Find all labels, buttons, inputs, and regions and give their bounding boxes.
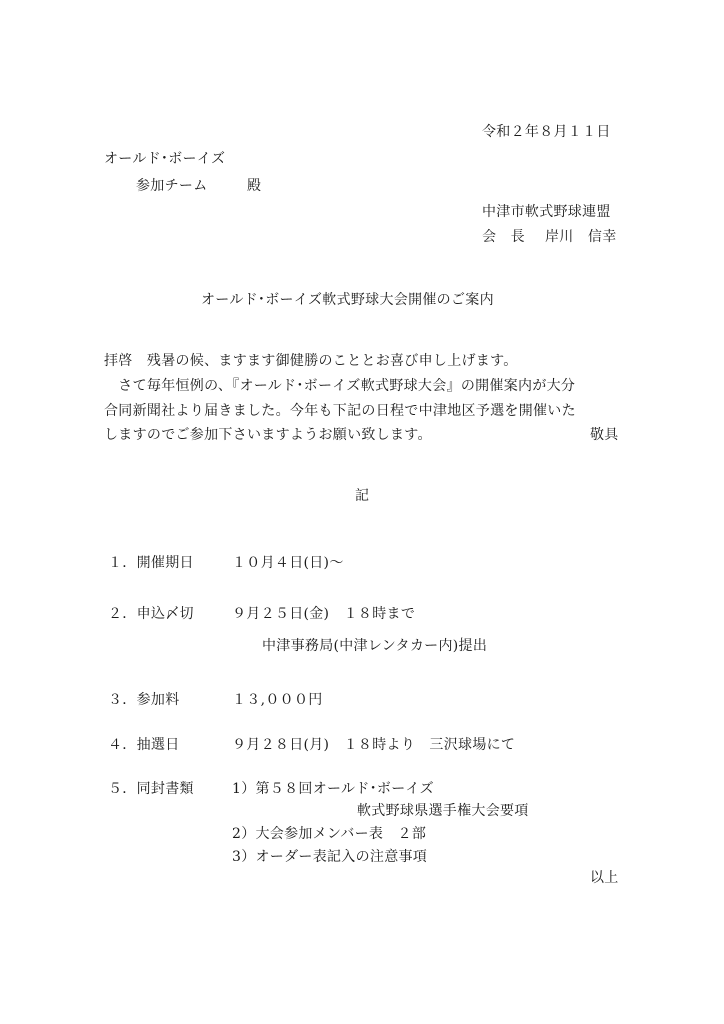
body-line1: 拝啓 残暑の候、ますます御健勝のこととお喜び申し上げます。	[104, 353, 518, 369]
subject-title: オールド･ボーイズ軟式野球大会開催のご案内	[201, 292, 494, 308]
item-4-label: ４．抽選日	[108, 737, 180, 753]
item-2-label: ２．申込〆切	[108, 606, 194, 622]
item-4-value: ９月２８日(月) １８時より 三沢球場にて	[232, 737, 516, 753]
closing-keigu: 敬具	[590, 427, 619, 443]
recipient-line2: 参加チーム	[136, 178, 208, 194]
body-line4: しますのでご参加下さいますようお願い致します。	[104, 427, 432, 443]
item-3-label: ３．参加料	[108, 692, 180, 708]
recipient-honorific: 殿	[247, 178, 262, 194]
enclosure-2: 2）大会参加メンバー表 ２部	[232, 826, 427, 842]
enclosure-3: 3）オーダー表記入の注意事項	[232, 849, 428, 865]
enclosure-1-cont: 軟式野球県選手権大会要項	[357, 803, 529, 819]
body-line3: 合同新聞社より届きました。今年も下記の日程で中津地区予選を開催いた	[104, 403, 576, 419]
body-line2: さて毎年恒例の、『オールド･ボーイズ軟式野球大会』の開催案内が大分	[104, 378, 576, 394]
sender-title: 会 長	[482, 229, 525, 245]
recipient-line1: オールド･ボーイズ	[104, 151, 226, 167]
item-5-label: ５．同封書類	[108, 781, 194, 797]
sender-organization: 中津市軟式野球連盟	[482, 204, 611, 220]
item-1-value: １０月４日(日)～	[232, 555, 344, 571]
item-1-label: １．開催期日	[108, 555, 194, 571]
date: 令和２年８月１１日	[482, 124, 611, 140]
ki-heading: 記	[355, 488, 370, 504]
item-2-value2: 中津事務局(中津レンタカー内)提出	[262, 638, 488, 654]
closing-ijou: 以上	[590, 870, 619, 886]
item-3-value: １３,０００円	[232, 692, 323, 708]
item-2-value: ９月２５日(金) １８時まで	[232, 606, 416, 622]
sender-name: 岸川 信幸	[545, 229, 617, 245]
enclosure-1: 1）第５８回オールド･ボーイズ	[232, 781, 434, 797]
